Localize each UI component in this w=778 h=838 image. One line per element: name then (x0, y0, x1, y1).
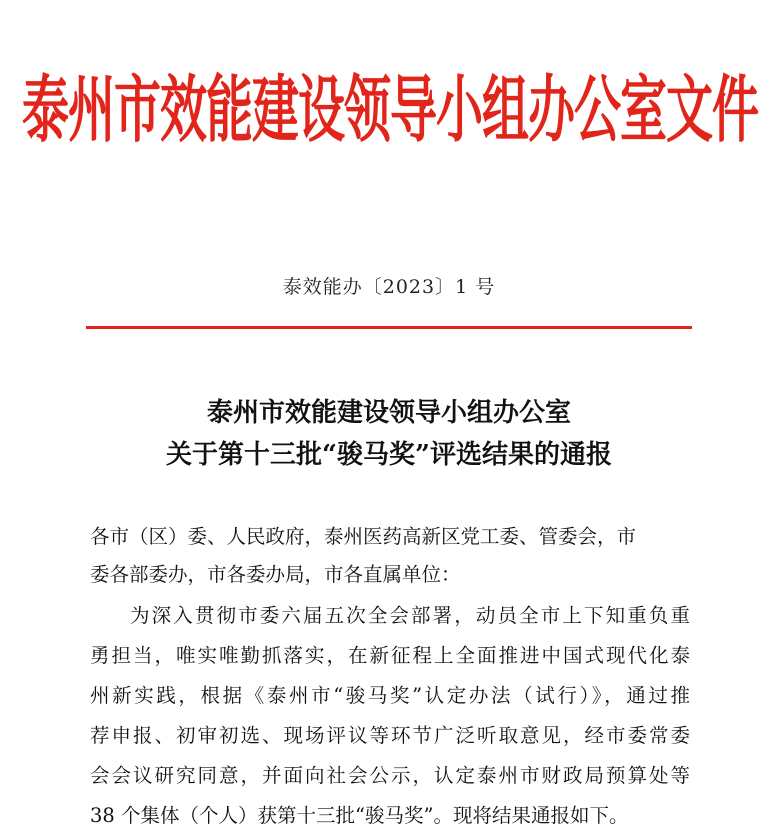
notice-title-line-2: 关于第十三批“骏马奖”评选结果的通报 (166, 440, 612, 470)
document-number: 泰效能办〔2023〕1 号 (282, 276, 496, 298)
body-line-paragraph-2: 勇担当，唯实唯勤抓落实，在新征程上全面推进中国式现代化泰 (90, 644, 690, 667)
body-line-paragraph-5: 会会议研究同意，并面向社会公示，认定泰州市财政局预算处等 (90, 764, 690, 787)
body-line-paragraph-3: 州新实践，根据《泰州市“骏马奖”认定办法（试行）》，通过推 (90, 684, 690, 707)
body-line-paragraph-4: 荐申报、初审初选、现场评议等环节广泛听取意见，经市委常委 (90, 724, 690, 747)
red-divider (86, 326, 692, 329)
body-line-paragraph-6: 38 个集体（个人）获第十三批“骏马奖”。现将结果通报如下。 (90, 804, 629, 827)
notice-title-line-1: 泰州市效能建设领导小组办公室 (206, 398, 571, 428)
document-header-title: 泰州市效能建设领导小组办公室文件 (22, 67, 758, 153)
body-line-paragraph-1: 为深入贯彻市委六届五次全会部署，动员全市上下知重负重 (130, 604, 690, 627)
body-line-addressees-1: 各市（区）委、人民政府，泰州医药高新区党工委、管委会，市 (90, 525, 637, 548)
body-line-addressees-2: 委各部委办，市各委办局，市各直属单位： (90, 563, 461, 586)
